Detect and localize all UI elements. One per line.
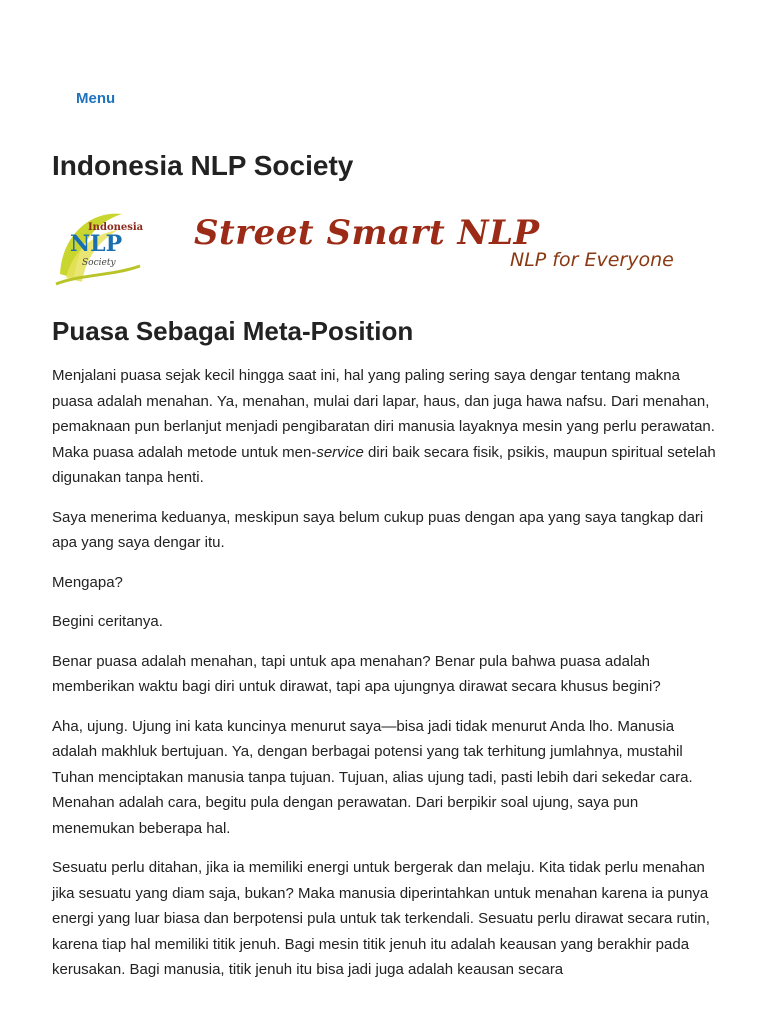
paragraph-2: Saya menerima keduanya, meskipun saya belum cukup puas dengan apa yang saya tangkap dari apa yang saya dengar itu. (52, 508, 704, 551)
header-banner[interactable] (52, 204, 718, 292)
banner-title: Street Smart NLP (194, 213, 540, 253)
paragraph-1-text-start: Menjalani puasa sejak kecil hingga saat ini, hal yang paling sering saya dengar tentang makna puasa adalah menahan. Ya, menahan, mulai dari lapar, haus, dan juga hawa nafsu. Dari menahan, pemaknaan pun berlanjut menjadi pengibaratan diri manusia layaknya mesin yang perlu perawatan. Maka puasa adalah metode untuk men- (52, 367, 715, 461)
post-content (52, 363, 722, 997)
logo-nlp-text: NLP (70, 231, 123, 257)
menu-link[interactable]: Menu (76, 90, 116, 107)
site-title[interactable]: Indonesia NLP Society (52, 150, 354, 181)
paragraph-1-italic: service (316, 443, 364, 461)
site-logo (52, 204, 144, 288)
paragraph-1 (52, 363, 722, 491)
logo-society-text: Society (82, 258, 116, 268)
paragraph-7: Sesuatu perlu ditahan, jika ia memiliki energi untuk bergerak dan melaju. Kita tidak perlu menahan jika sesuatu yang diam saja, bukan? Maka manusia diperintahkan untuk menahan karena ia punya energi yang luar biasa dan berpotensi pula untuk tak terkendali. Sesuatu perlu dirawat secara rutin, karena tiap hal memiliki titik jenuh. Bagi mesin titik jenuh itu adalah keausan yang berakhir pada kerusakan. Bagi manusia, titik jenuh itu bisa jadi juga adalah keausan secara (52, 859, 710, 978)
paragraph-1-text-end: diri baik secara fisik, psikis, maupun spiritual setelah digunakan tanpa henti. (52, 443, 716, 486)
paragraph-5: Benar puasa adalah menahan, tapi untuk apa menahan? Benar pula bahwa puasa adalah memberikan waktu bagi diri untuk dirawat, tapi apa ujungnya dirawat secara khusus begini? (52, 652, 661, 695)
paragraph-6: Aha, ujung. Ujung ini kata kuncinya menurut saya—bisa jadi tidak menurut Anda lho. Manusia adalah makhluk bertujuan. Ya, dengan berbagai potensi yang tak terhitung jumlahnya, mustahil Tuhan menciptakan manusia tanpa tujuan. Tujuan, alias ujung tadi, pasti lebih dari sekedar cara. Menahan adalah cara, begitu pula dengan perawatan. Dari berpikir soal ujung, saya pun menemukan beberapa hal. (52, 717, 693, 837)
logo-brand-text: Indonesia (88, 222, 144, 233)
paragraph-3: Mengapa? (52, 573, 123, 591)
post-title: Puasa Sebagai Meta-Position (52, 316, 414, 346)
paragraph-4: Begini ceritanya. (52, 613, 163, 630)
banner-tagline: NLP for Everyone (510, 249, 674, 271)
